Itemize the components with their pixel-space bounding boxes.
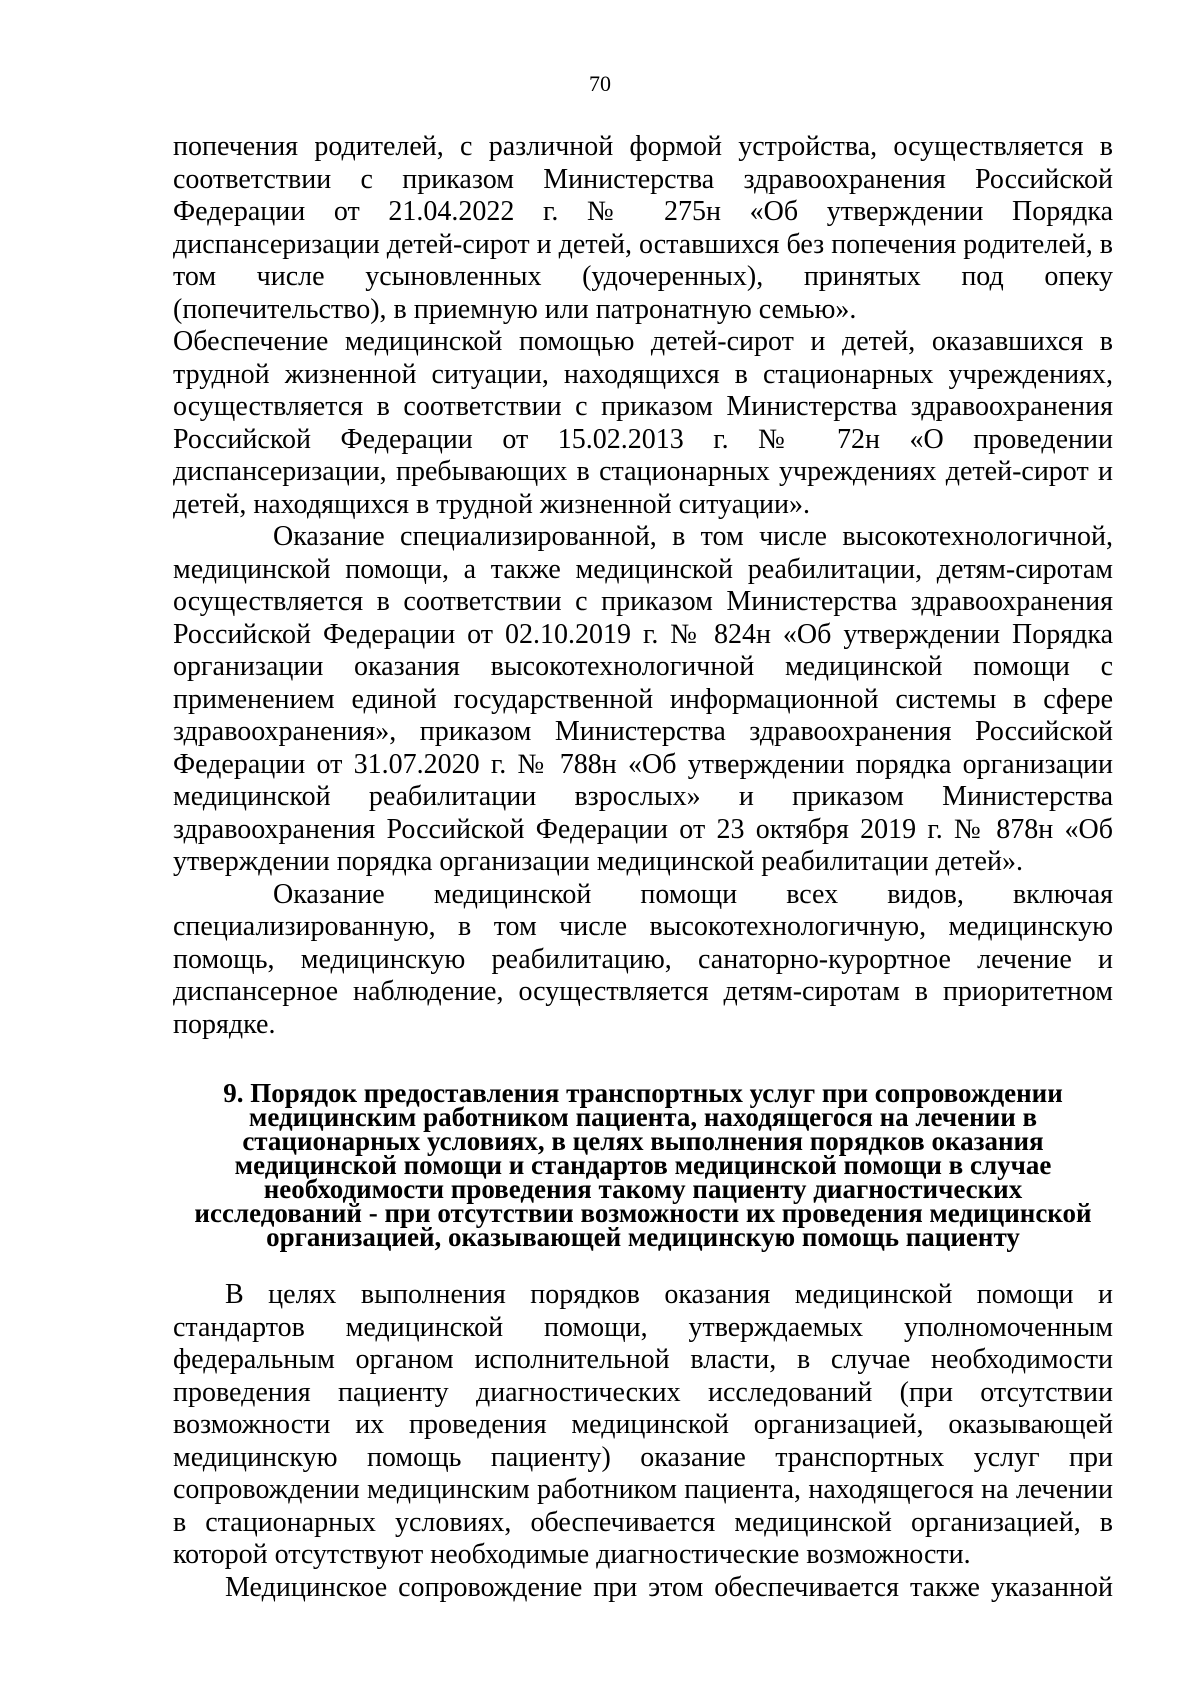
paragraph-continuation: попечения родителей, с различной формой устройства, осуществляется в соответствии с приказом Министерства здравоохранения Российской Федерации от 21.04.2022 г. № 275н «Об утверждении Порядка диспансеризации детей-сирот и детей, оставшихся без попечения родителей, в том числе усыновленных (удочеренных), принятых под опеку (попечительство), в приемную или патронатную семью». (173, 131, 1113, 325)
section-heading-line: стационарных условиях, в целях выполнения порядков оказания (242, 1126, 1044, 1156)
section-heading-line: 9. Порядок предоставления транспортных услуг при сопровождении (223, 1078, 1063, 1108)
page-number: 70 (589, 71, 611, 96)
document-body (173, 131, 1113, 1604)
section-heading-line: медицинской помощи и стандартов медицинской помощи в случае (234, 1150, 1052, 1180)
section-heading (173, 1078, 1113, 1252)
paragraph-transport-services (173, 1279, 1113, 1604)
paragraph-priority-care: Оказание медицинской помощи всех видов, включая специализированную, в том числе высокотехнологичную, медицинскую помощь, медицинскую реабилитацию, санаторно-курортное лечение и диспансерное наблюдение, осуществляется детям-сиротам в приоритетном порядке. (173, 878, 1113, 1040)
section-heading-line: исследований - при отсутствии возможности их проведения медицинской (194, 1198, 1092, 1228)
section-heading-line: необходимости проведения такому пациенту диагностических (263, 1174, 1023, 1204)
paragraph-orphans-care: Обеспечение медицинской помощью детей-сирот и детей, оказавшихся в трудной жизненной ситуации, находящихся в стационарных учреждениях, осуществляется в соответствии с приказом Министерства здравоохранения Российской Федерации от 15.02.2013 г. № 72н «О проведении диспансеризации, пребывающих в стационарных учреждениях детей-сирот и детей, находящихся в трудной жизненной ситуации». (173, 326, 1113, 520)
section-heading-line: медицинским работником пациента, находящегося на лечении в (248, 1102, 1038, 1132)
section-heading-line: организацией, оказывающей медицинскую помощь пациенту (266, 1222, 1020, 1252)
paragraph-transport-services-last-line: Медицинское сопровождение при этом обеспечивается также указанной (225, 1571, 1113, 1603)
paragraph-specialized-care: Оказание специализированной, в том числе высокотехнологичной, медицинской помощи, а также медицинской реабилитации, детям-сиротам осуществляется в соответствии с приказом Министерства здравоохранения Российской Федерации от 02.10.2019 г. № 824н «Об утверждении Порядка организации оказания высокотехнологичной медицинской помощи с применением единой государственной информационной системы в сфере здравоохранения», приказом Министерства здравоохранения Российской Федерации от 31.07.2020 г. № 788н «Об утверждении порядка организации медицинской реабилитации взрослых» и приказом Министерства здравоохранения Российской Федерации от 23 октября 2019 г. № 878н «Об утверждении порядка организации медицинской реабилитации детей». (173, 521, 1113, 877)
paragraph-transport-services-text: В целях выполнения порядков оказания медицинской помощи и стандартов медицинской помощи, утверждаемых уполномоченным федеральным органом исполнительной власти, в случае необходимости проведения пациенту диагностических исследований (при отсутствии возможности их проведения медицинской организацией, оказывающей медицинскую помощь пациенту) оказание транспортных услуг при сопровождении медицинским работником пациента, находящегося на лечении в стационарных условиях, обеспечивается медицинской организацией, в которой отсутствуют необходимые диагностические возможности. (173, 1279, 1113, 1570)
